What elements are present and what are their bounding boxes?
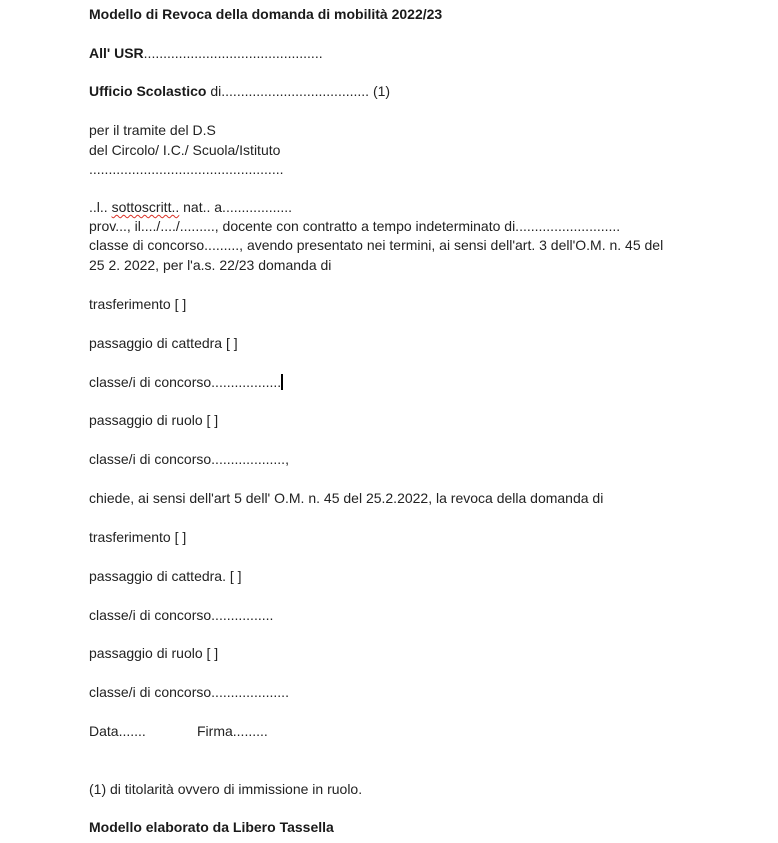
intro-line-3[interactable]: classe di concorso........., avendo presentato nei termini, ai sensi dell'art. 3 dell'O.M. n. 45 del [89,237,664,253]
tramite-line-3[interactable]: .................................................. [89,161,284,177]
intro-line-1[interactable] [89,198,292,217]
item-passaggio-cattedra[interactable]: passaggio di cattedra [ ] [89,335,238,351]
intro-line-4[interactable]: 25 2. 2022, per l'a.s. 22/23 domanda di [89,257,332,273]
usr-label: All' USR [89,45,144,61]
revoca-classe-concorso-2[interactable]: classe/i di concorso.................... [89,684,289,700]
chiede-line[interactable]: chiede, ai sensi dell'art 5 dell' O.M. n. 45 del 25.2.2022, la revoca della domanda di [89,490,604,506]
revoca-passaggio-ruolo[interactable]: passaggio di ruolo [ ] [89,645,219,661]
ufficio-line[interactable] [89,82,390,101]
usr-dots: .............................................. [143,45,323,61]
item-classe-concorso-2[interactable]: classe/i di concorso..................., [89,451,289,467]
revoca-passaggio-cattedra[interactable]: passaggio di cattedra. [ ] [89,568,242,584]
intro-line-2[interactable]: prov..., il..../..../........., docente con contratto a tempo indeterminato di........................... [89,218,621,234]
item-trasferimento[interactable]: trasferimento [ ] [89,296,187,312]
intro-prefix: ..l.. [89,199,112,215]
ufficio-rest: di...................................... (1) [206,83,391,99]
ufficio-label: Ufficio Scolastico [89,83,207,99]
intro-suffix: nat.. a.................. [179,199,293,215]
revoca-trasferimento[interactable]: trasferimento [ ] [89,529,187,545]
author-line[interactable]: Modello elaborato da Libero Tassella [89,819,334,835]
firma-label[interactable]: Firma......... [197,723,268,739]
item-classe-concorso-1-text: classe/i di concorso.................. [89,374,282,390]
document-title[interactable]: Modello di Revoca della domanda di mobilità 2022/23 [89,6,443,22]
footnote[interactable]: (1) di titolarità ovvero di immissione in ruolo. [89,781,363,797]
tramite-line-2[interactable]: del Circolo/ I.C./ Scuola/Istituto [89,142,281,158]
spellcheck-word[interactable]: sottoscritt.. [111,199,180,215]
item-passaggio-ruolo[interactable]: passaggio di ruolo [ ] [89,412,219,428]
data-label[interactable]: Data....... [89,723,146,739]
revoca-classe-concorso-1[interactable]: classe/i di concorso................ [89,607,274,623]
usr-line[interactable] [89,44,323,63]
text-cursor [281,374,283,390]
tramite-line-1[interactable]: per il tramite del D.S [89,122,216,138]
item-classe-concorso-1[interactable] [89,373,283,392]
